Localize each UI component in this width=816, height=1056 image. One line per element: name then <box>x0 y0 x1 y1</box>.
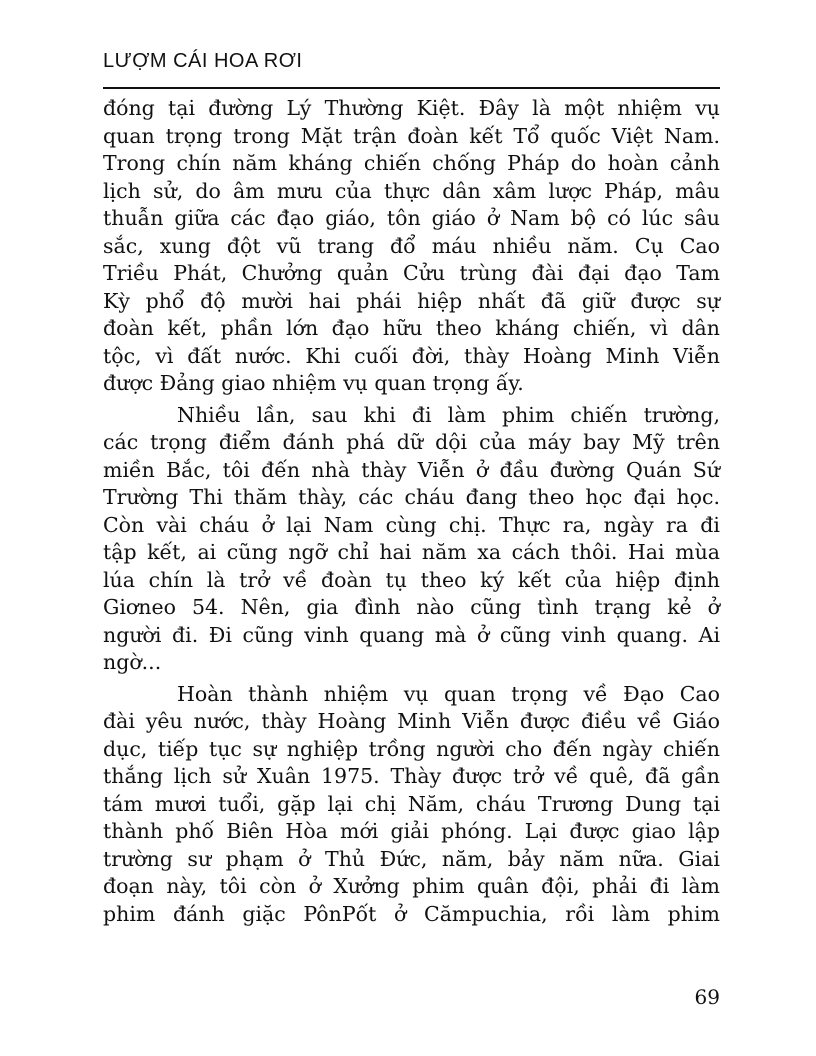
text-line: sắc, xung đột vũ trang đổ máu nhiều năm. Cụ Cao <box>103 233 720 258</box>
text-line: các trọng điểm đánh phá dữ dội của máy bay Mỹ trên <box>103 430 720 454</box>
text-line: thuẫn giữa các đạo giáo, tôn giáo ở Nam bộ có lúc sâu <box>103 206 720 230</box>
text-line: Hoàn thành nhiệm vụ quan trọng về Đạo Cao <box>177 681 720 706</box>
text-line: đài yêu nước, thày Hoàng Minh Viễn được điều về Giáo <box>103 709 720 733</box>
page-number: 69 <box>694 985 720 1009</box>
text-line: tập kết, ai cũng ngỡ chỉ hai năm xa cách thôi. Hai mùa <box>103 540 720 564</box>
text-line: thành phố Biên Hòa mới giải phóng. Lại được giao lập <box>103 819 720 843</box>
text-line: Kỳ phổ độ mười hai phái hiệp nhất đã giữ được sự <box>103 288 720 313</box>
text-line: dục, tiếp tục sự nghiệp trồng người cho đến ngày chiến <box>103 736 720 761</box>
text-line: đoàn kết, phần lớn đạo hữu theo kháng chiến, vì dân <box>103 316 720 340</box>
text-line: lúa chín là trở về đoàn tụ theo ký kết của hiệp định <box>103 567 720 592</box>
text-line: được Đảng giao nhiệm vụ quan trọng ấy. <box>103 371 524 395</box>
text-line: đoạn này, tôi còn ở Xưởng phim quân đội, phải đi làm <box>103 874 720 898</box>
text-line: lịch sử, do âm mưu của thực dân xâm lược Pháp, mâu <box>103 178 720 203</box>
text-line: phim đánh giặc PônPốt ở Cămpuchia, rồi làm phim <box>103 901 720 926</box>
text-line: quan trọng trong Mặt trận đoàn kết Tổ quốc Việt Nam. <box>103 123 720 148</box>
text-line: ngờ... <box>103 650 162 674</box>
body-text <box>103 95 720 928</box>
running-header-title: LƯỢM CÁI HOA RƠI <box>103 50 303 72</box>
text-line: trường sư phạm ở Thủ Đức, năm, bảy năm nữa. Giai <box>103 846 720 871</box>
text-line: Triều Phát, Chưởng quản Cửu trùng đài đại đạo Tam <box>103 261 720 285</box>
header-rule <box>103 87 720 89</box>
text-line: tám mươi tuổi, gặp lại chị Năm, cháu Trương Dung tại <box>103 791 720 816</box>
text-line: đóng tại đường Lý Thường Kiệt. Đây là một nhiệm vụ <box>103 96 720 120</box>
text-line: người đi. Đi cũng vinh quang mà ở cũng vinh quang. Ai <box>103 622 720 647</box>
text-line: Nhiều lần, sau khi đi làm phim chiến trường, <box>177 402 720 427</box>
text-line: Giơneo 54. Nên, gia đình nào cũng tình trạng kẻ ở <box>103 595 720 619</box>
text-line: miền Bắc, tôi đến nhà thày Viễn ở đầu đường Quán Sứ <box>103 457 720 482</box>
text-line: Còn vài cháu ở lại Nam cùng chị. Thực ra, ngày ra đi <box>103 512 720 537</box>
text-line: Trường Thi thăm thày, các cháu đang theo học đại học. <box>103 485 720 509</box>
text-line: Trong chín năm kháng chiến chống Pháp do hoàn cảnh <box>103 151 720 175</box>
text-line: thắng lịch sử Xuân 1975. Thày được trở về quê, đã gần <box>103 764 720 788</box>
text-line: tộc, vì đất nước. Khi cuối đời, thày Hoàng Minh Viễn <box>103 343 720 368</box>
